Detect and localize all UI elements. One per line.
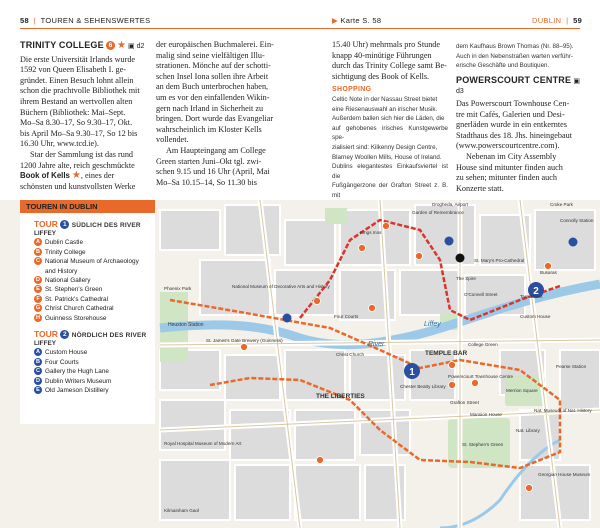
tour-2-number-badge: 2 — [60, 330, 69, 339]
tour-1-small-marker[interactable] — [445, 237, 454, 246]
text-line: bringen. Dort wurde das Evangeliar — [156, 114, 274, 124]
tours-legend — [20, 200, 155, 424]
trinity-line: bis April Mo–Sa 9.30–17, So 12 bis — [20, 128, 138, 138]
legend-item[interactable]: A Custom House — [36, 349, 88, 357]
text-line: strationen. Mönche auf der schotti- — [156, 61, 271, 71]
shopping-line: Blarney Woollen Mills, House of Ireland. — [332, 153, 442, 161]
river-label: River — [368, 341, 385, 348]
trinity-line: Die erste Universität Irlands wurde — [20, 54, 136, 64]
column-3 — [332, 40, 448, 201]
tour-1-number-badge: 1 — [60, 220, 69, 229]
star-icon: ★ — [71, 170, 81, 182]
text-line: wahrscheinlich im Kloster Kells — [156, 124, 262, 134]
grid-ref-icon: ▣ — [127, 42, 135, 50]
natlib-label: Nat. Library — [516, 428, 540, 433]
phoenix-label: Phoenix Park — [164, 286, 192, 291]
text-line: zu sehen; mitunter finden auch — [456, 173, 557, 183]
grafton-label: Grafton Street — [450, 400, 479, 405]
shopping-line: erische Geschäfte und Boutiquen. — [456, 62, 550, 70]
right-page-header: DUBLIN | 59 — [532, 16, 583, 25]
text-line: vollendet. — [156, 135, 189, 145]
text-line: gern nach Irland in Sicherheit zu — [156, 103, 264, 113]
four-courts-label: Four Courts — [334, 314, 359, 319]
o-connell-label: O'Connell Street — [464, 292, 498, 297]
tour-2-list: LIFFEY A Custom House B Four Courts C Gallery the Hugh Lane D Dublin Writers Museum E Old Jameson Distillery — [20, 339, 155, 395]
legend-item: and History — [45, 267, 78, 275]
text-line: schen 9.15 und 16 Uhr (April, Mai — [156, 167, 270, 177]
left-page-header: 58 | TOUREN & SEHENSWERTES — [20, 16, 151, 25]
text-line: knapp 40-minütige Führungen — [332, 50, 432, 60]
text-line: schen Insel Iona sollen ihre Arbeit — [156, 71, 269, 81]
shopping-line: Fußgängerzone der Grafton Street z. B. mit — [332, 182, 448, 199]
connolly-label: Connolly Station — [560, 218, 594, 223]
text-line: um es vor den einfallenden Wikin- — [156, 92, 270, 102]
trinity-college-title: TRINITY COLLEGE — [20, 40, 104, 50]
text-line: (www.powerscourtcentre.com). — [456, 141, 560, 151]
text-line: 15.40 Uhr) mehrmals pro Stunde — [332, 40, 441, 49]
heuston-label: Heuston Station — [168, 322, 204, 328]
legend-item[interactable]: D National Gallery — [36, 277, 91, 285]
college-green-label: College Green — [468, 342, 498, 347]
legend-item[interactable]: B Four Courts — [36, 358, 79, 366]
text-line: sichtigung des Book of Kells. — [332, 71, 430, 81]
text-line: Stadthaus des 18. Jhs. hineingebaut — [456, 130, 572, 140]
text-line: malig sind seine vielfältigen Illu- — [156, 50, 265, 60]
pearse-label: Pearse Station — [556, 364, 587, 369]
column-2 — [156, 40, 284, 188]
mansion-label: Mansion House — [470, 412, 502, 417]
column-4 — [456, 42, 580, 194]
shopping-line: Dublins elegantestes Einkaufsviertel ist die — [332, 163, 448, 180]
tour-1-header: TOUR 1 SÜDLICH DES RIVER — [34, 219, 141, 229]
legend-item[interactable]: H Guinness Storehouse — [36, 314, 107, 322]
right-section-title: DUBLIN — [532, 16, 562, 25]
trinity-line: Büchern (Bibliothek: Mai–Sept. — [20, 107, 126, 117]
shopping-line: eine Riesenauswahl an irischer Musik. — [332, 105, 438, 113]
garden-label: Garden of Remembrance — [412, 210, 464, 215]
header-rule — [20, 28, 580, 29]
text-line: Nebenan im City Assembly — [466, 151, 557, 161]
busaras-label: Busaras — [540, 270, 557, 275]
text-line: House sind mitunter finden auch — [456, 162, 563, 172]
gaol-label: Kilmainham Gaol — [164, 508, 199, 513]
text-line: an dem Buch unterbrochen haben, — [156, 82, 269, 92]
trinity-line: 1592 von Queen Elisabeth I. ge- — [20, 65, 126, 75]
tour-1-list: LIFFEY A Dublin Castle B Trinity College C National Museum of Archaeology and History D National Gallery E St. Stephen's Green F St. Patrick's Cathedral G Christ Church Cathedral H Guinness Storehouse — [20, 229, 155, 323]
powerscourt-grid-ref: d3 — [456, 88, 464, 96]
triangle-marker-icon: ▶ — [332, 16, 339, 25]
text-line: Green starten Juni–Okt tgl. zwi- — [156, 156, 262, 166]
legend-item[interactable]: D Dublin Writers Museum — [36, 377, 112, 385]
liffey-label: Liffey — [424, 321, 441, 328]
tour-1-marker-label: 1 — [409, 367, 415, 378]
shopping-line: auf gehobenes irisches Kunstgewerbe spe- — [332, 124, 448, 142]
legend-item[interactable]: G Christ Church Cathedral — [35, 305, 114, 313]
legend-item[interactable]: A Dublin Castle — [36, 239, 84, 247]
left-section-title: TOUREN & SEHENSWERTES — [40, 16, 151, 25]
trinity-line: 1200 Jahre alte, reich geschmückte — [20, 160, 135, 170]
trinity-line: schönsten und kunstvollsten Werke — [20, 181, 136, 191]
text-line: tre mit Cafés, Galerien und Desi- — [456, 109, 565, 119]
shopping-line: Celtic Note in der Nassau Street bietet — [332, 95, 438, 103]
liberties-label: THE LIBERTIES — [316, 393, 365, 400]
text-line: Mo–Sa 10.15–14, So 11.30 bis — [156, 177, 257, 187]
legend-item[interactable]: E St. Stephen's Green — [34, 285, 155, 294]
trinity-line: gründet. Einen Besuch lohnt allein — [20, 75, 134, 85]
column-1 — [20, 40, 148, 192]
legend-item[interactable]: B Trinity College — [36, 248, 86, 256]
shopping-title: SHOPPING — [332, 86, 372, 94]
nathist-label: Nat. Museum of Nat. History — [534, 408, 592, 413]
right-page-number: 59 — [573, 16, 583, 25]
text-line: der europäischen Buchmalerei. Ein- — [156, 40, 274, 49]
legend-item[interactable]: F St. Patrick's Cathedral — [34, 295, 155, 304]
trinity-line: Star der Sammlung ist das rund — [30, 149, 134, 159]
merrion-label: Merrion Square — [506, 388, 538, 393]
guinness-label: St. James's Gate Brewery (Guinness) — [206, 338, 283, 343]
tour-2-header: TOUR 2 NÖRDLICH DES RIVER — [34, 329, 147, 340]
tour-1-small-marker[interactable] — [283, 314, 292, 323]
text-line: gnerläden wurde in ein entkerntes — [456, 120, 567, 130]
shopping-continued — [456, 42, 580, 71]
shopping-line: Außerdem ballen sich hier die Läden, die — [332, 115, 445, 123]
text-line: durch das Trinity College samt Be- — [332, 61, 447, 71]
tour-2-marker-label: 2 — [533, 286, 539, 297]
green-label: St. Stephen's Green — [462, 442, 504, 447]
legend-item[interactable]: E Old Jameson Distillery — [34, 386, 155, 395]
text-line: Das Powerscourt Townhouse Cen- — [456, 98, 570, 108]
shopping-line: Auch in den Nebenstraßen warten verführ- — [456, 52, 573, 60]
croke-label: Croke Park — [550, 202, 573, 207]
tour-1-small-marker[interactable] — [456, 254, 465, 263]
trinity-line: Mo–Sa 8.30–17, So 9.30–17, Okt. — [20, 118, 133, 128]
custom-house-label: Custom House — [520, 314, 551, 319]
kilmainham-label: Royal Hospital Museum of Modern Art — [164, 441, 242, 446]
drogheda-label: Drogheda, Airport — [432, 202, 469, 207]
kings-inns-label: Kings Inns — [360, 230, 382, 235]
book-of-kells-keyword: Book of Kells — [20, 171, 70, 181]
spire-label: The Spire — [456, 276, 476, 281]
temple-bar-label: TEMPLE BAR — [425, 350, 468, 357]
shopping-line: zialisiert sind: Kilkenny Design Centre, — [332, 143, 438, 151]
left-page-number: 58 — [20, 16, 29, 25]
trinity-line: schon die prachtvolle Bibliothek mit — [20, 86, 140, 96]
christ-church-label: Christ Church — [336, 352, 365, 357]
st-mary-label: St. Mary's Pro-Cathedral — [474, 258, 525, 263]
trinity-grid-ref: d2 — [136, 43, 145, 50]
text-line: Konzerte statt. — [456, 183, 504, 193]
star-icon: ★ — [116, 40, 126, 51]
legend-item[interactable]: C Gallery the Hugh Lane — [36, 368, 109, 376]
city-blocks — [160, 205, 600, 520]
text-line: Am Haupteingang am College — [166, 145, 266, 155]
georgian-label: Georgian House Museum — [538, 472, 591, 477]
shopping-line: dem Kaufhaus Brown Thomas (Nr. 88–95). — [456, 43, 574, 50]
shopping-box — [332, 85, 448, 200]
chester-label: Chester Beatty Library — [400, 384, 446, 389]
legend-item[interactable]: C National Museum of Archaeology — [36, 258, 139, 266]
map-reference: ▶ Karte S. 58 — [332, 16, 382, 25]
tour-1-small-marker[interactable] — [569, 238, 578, 247]
decorative-arts-label: National Museum of Decorative Arts and History — [232, 284, 330, 289]
powerscourt-label: Powerscourt Townhouse Centre — [448, 374, 514, 379]
sight-number-badge: 6 — [106, 41, 115, 50]
trinity-line: ihrem Bestand an wertvollen alten — [20, 96, 133, 106]
tara-label: Tara Street — [520, 294, 543, 299]
book-of-kells-line: Book of Kells ★, eines der — [20, 170, 115, 182]
trinity-line: 16.30 Uhr, www.tcd.ie). — [20, 139, 99, 149]
legend-heading: TOUREN IN DUBLIN — [26, 202, 98, 211]
powerscourt-title: POWERSCOURT CENTRE — [456, 74, 572, 85]
grid-ref-icon: ▣ — [573, 76, 580, 85]
